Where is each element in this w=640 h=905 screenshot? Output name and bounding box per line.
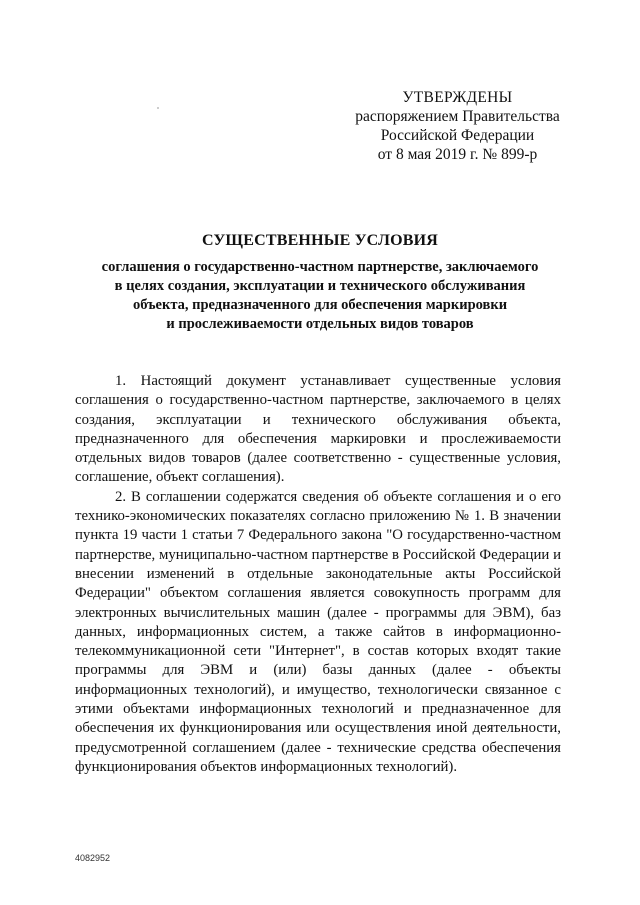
document-code: 4082952	[75, 853, 111, 863]
approval-line-1: распоряжением Правительства	[355, 108, 560, 125]
scan-dot	[157, 107, 159, 109]
approval-stamp	[350, 88, 565, 164]
subtitle-line-3: объекта, предназначенного для обеспечения маркировки	[132, 297, 508, 313]
subtitle-line-2: в целях создания, эксплуатации и технического обслуживания	[114, 278, 526, 294]
subtitle-line-4: и прослеживаемости отдельных видов товаров	[166, 316, 474, 332]
subtitle-line-1: соглашения о государственно-частном партнерстве, заключаемого	[101, 259, 539, 275]
approval-title: УТВЕРЖДЕНЫ	[402, 89, 513, 106]
document-body	[75, 372, 561, 777]
approval-line-3: от 8 мая 2019 г. № 899-р	[377, 146, 538, 163]
document-heading	[70, 232, 570, 334]
document-title: СУЩЕСТВЕННЫЕ УСЛОВИЯ	[201, 232, 439, 249]
paragraph-2: 2. В соглашении содержатся сведения об объекте соглашения и о его технико-экономических показателях согласно приложению № 1. В значении пункта 19 части 1 статьи 7 Федерального закона "О государственно-частном партнерстве, муниципально-частном партнерстве в Российской Федерации и внесении изменений в отдельные законодательные акты Российской Федерации" объектом соглашения является совокупность программ для электронных вычислительных машин (далее - программы для ЭВМ), баз данных, информационных систем, а также сайтов в информационно-телекоммуникационной сети "Интернет", в состав которых входят такие программы для ЭВМ и (или) базы данных (далее - объекты информационных технологий), и имущество, технологически связанное с этими объектами информационных технологий и предназначенное для обеспечения их функционирования или осуществления иной деятельности, предусмотренной соглашением (далее - технические средства обеспечения функционирования объектов информационных технологий).	[75, 488, 561, 775]
approval-line-2: Российской Федерации	[380, 127, 535, 144]
paragraph-1: 1. Настоящий документ устанавливает существенные условия соглашения о государственно-частном партнерстве, заключаемого в целях создания, эксплуатации и технического обслуживания объекта, предназначенного для обеспечения маркировки и прослеживаемости отдельных видов товаров (далее соответственно - существенные условия, соглашение, объект соглашения).	[75, 373, 561, 486]
